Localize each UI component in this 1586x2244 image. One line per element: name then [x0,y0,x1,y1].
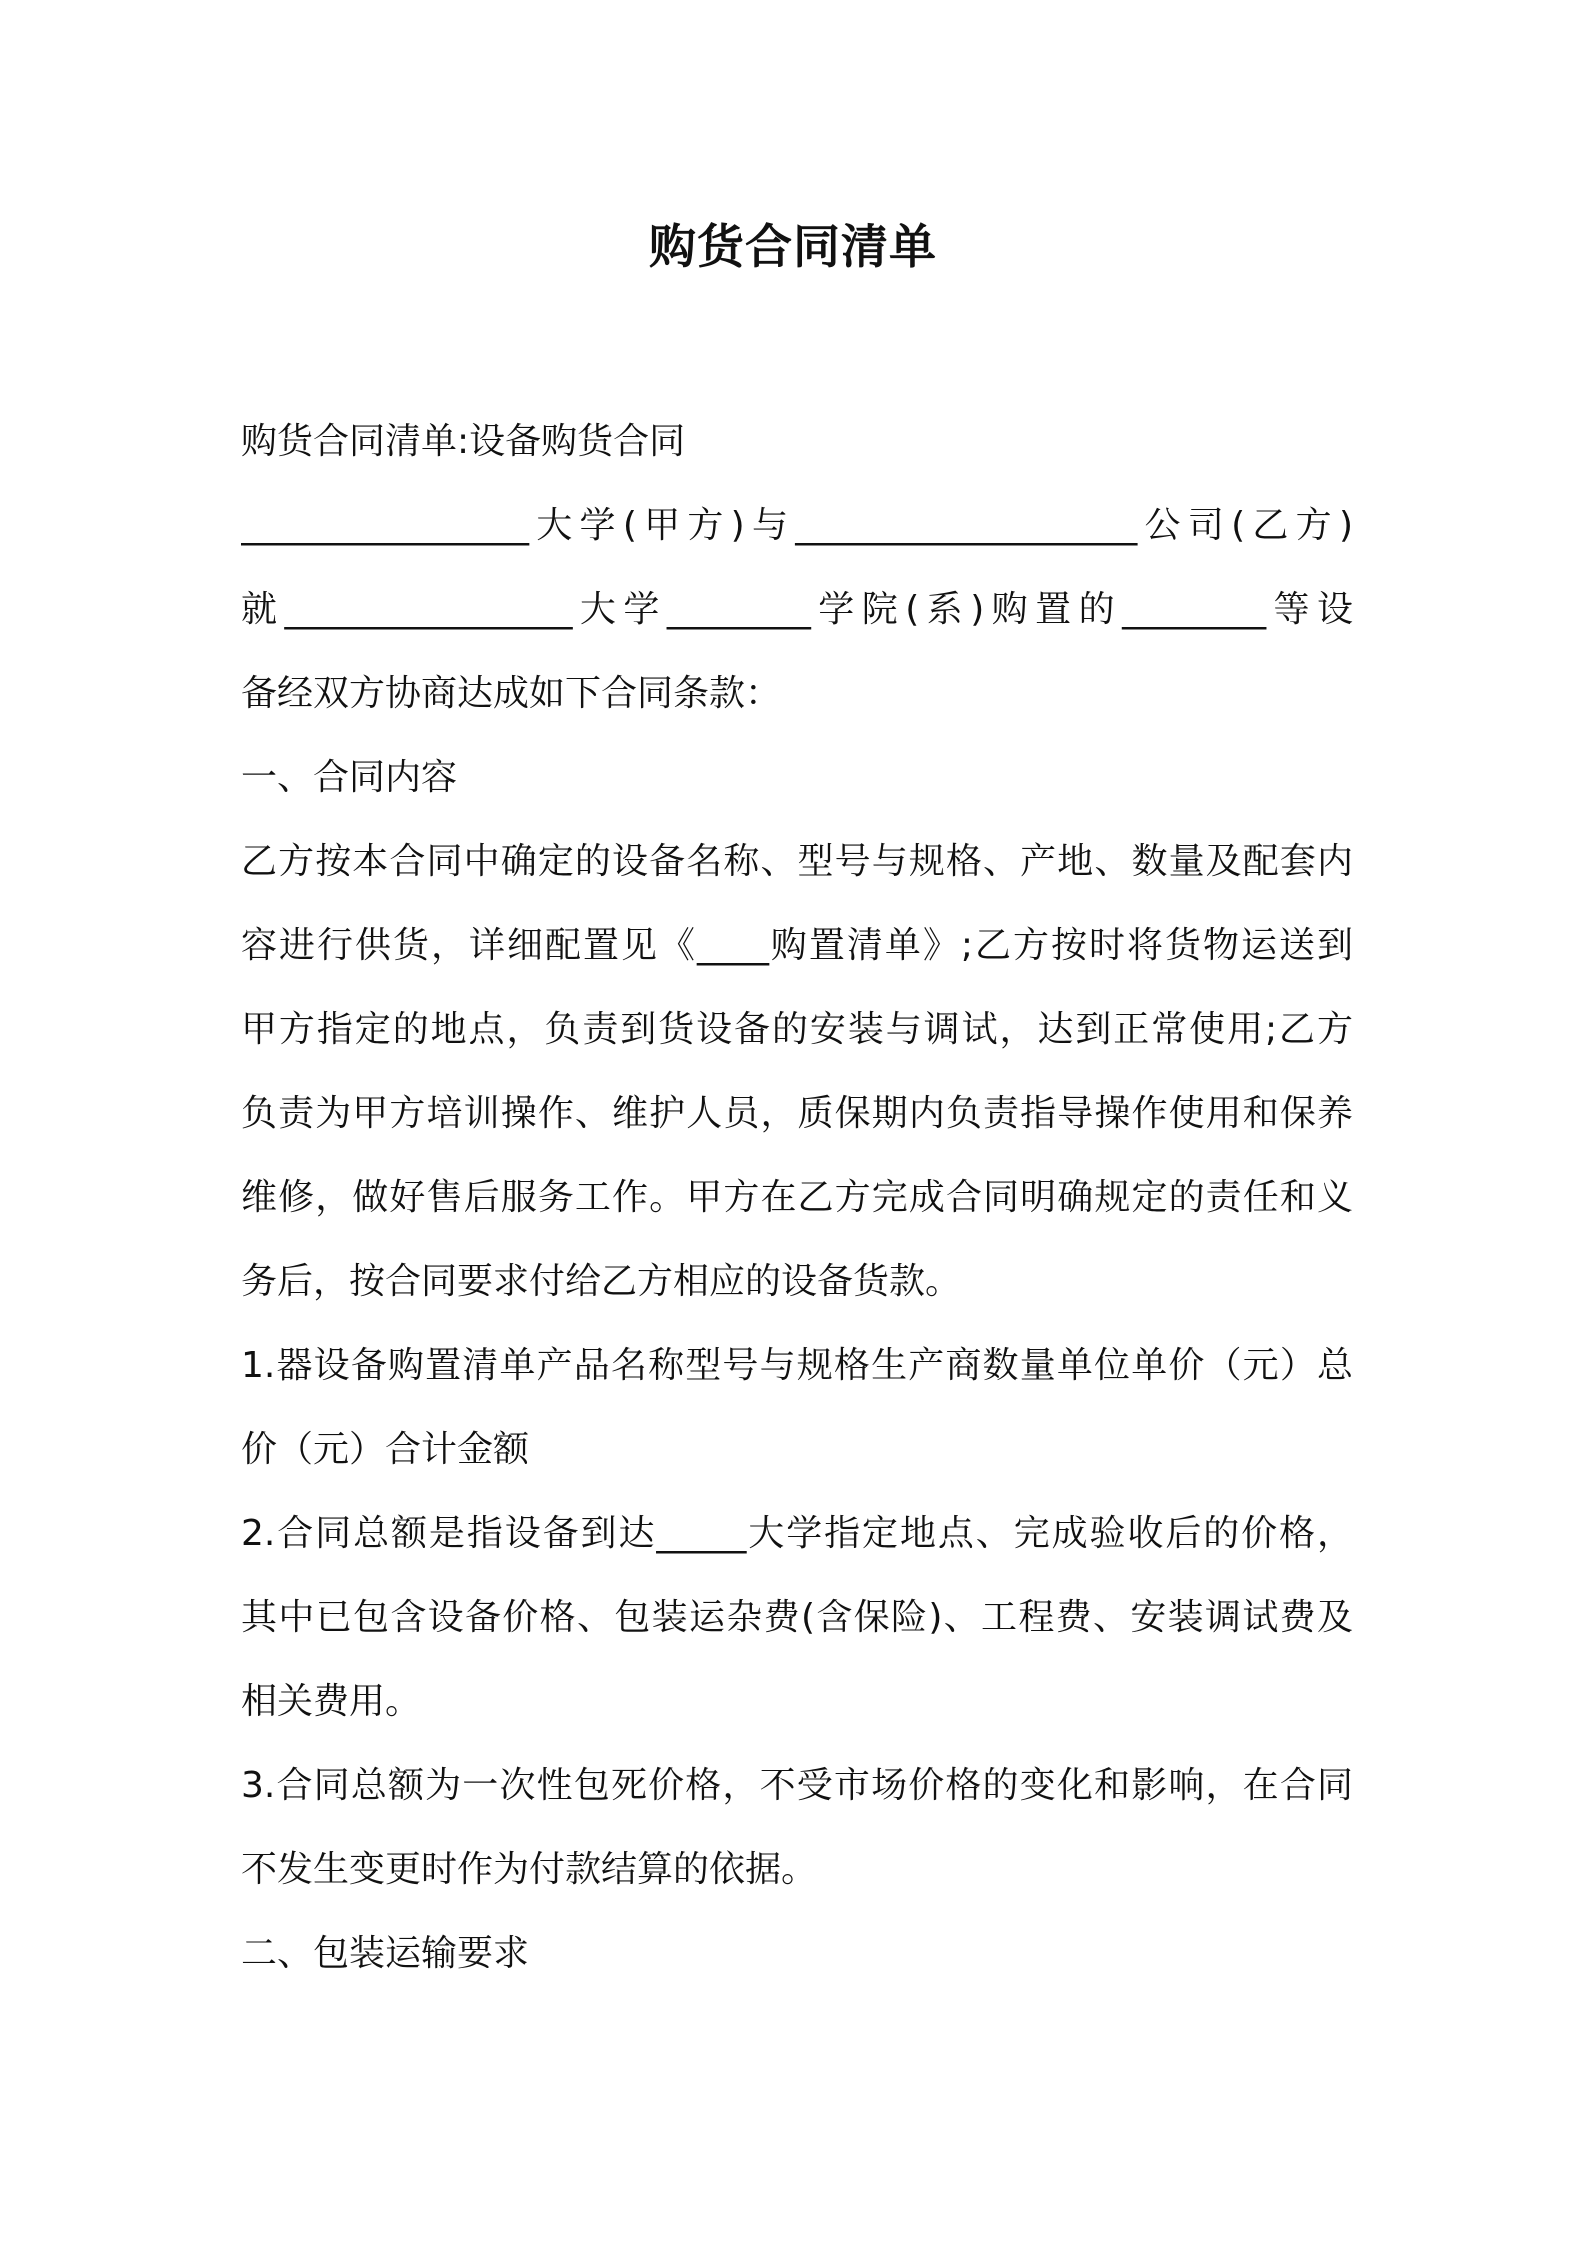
document-body [241,400,1353,1996]
document-title: 购货合同清单 [649,220,937,275]
clause-2-line: 相关费用。 [241,1681,422,1722]
clause-3-line: 3.合同总额为一次性包死价格，不受市场价格的变化和影响，在合同 [241,1765,1353,1806]
paragraph-line: 容进行供货，详细配置见《____购置清单》;乙方按时将货物运送到 [241,925,1353,966]
paragraph-line: 甲方指定的地点，负责到货设备的安装与调试，达到正常使用;乙方 [241,1009,1353,1050]
paragraph-line: 维修，做好售后服务工作。甲方在乙方完成合同明确规定的责任和义 [241,1177,1353,1218]
clause-3-line: 不发生变更时作为付款结算的依据。 [241,1849,818,1890]
clause-2-line: 2.合同总额是指设备到达_____大学指定地点、完成验收后的价格， [241,1513,1353,1554]
clause-1-line: 价（元）合计金额 [241,1429,530,1470]
parties-line: ________________大学(甲方)与___________________公司(乙方) [241,505,1353,546]
paragraph-line: 务后，按合同要求付给乙方相应的设备货款。 [241,1261,962,1302]
section-heading-contract-content: 一、合同内容 [241,757,458,798]
intro-heading-line: 购货合同清单:设备购货合同 [241,421,686,462]
agreement-line: 备经双方协商达成如下合同条款： [241,673,782,714]
paragraph-line: 负责为甲方培训操作、维护人员，质保期内负责指导操作使用和保养 [241,1093,1353,1134]
section-heading-packaging: 二、包装运输要求 [241,1933,530,1974]
clause-2-line: 其中已包含设备价格、包装运杂费(含保险)、工程费、安装调试费及 [241,1597,1353,1638]
paragraph-line: 乙方按本合同中确定的设备名称、型号与规格、产地、数量及配套内 [241,841,1353,882]
clause-1-line: 1.器设备购置清单产品名称型号与规格生产商数量单位单价（元）总 [241,1345,1353,1386]
purchase-scope-line: 就________________大学________学院(系)购置的________等设 [241,589,1353,630]
